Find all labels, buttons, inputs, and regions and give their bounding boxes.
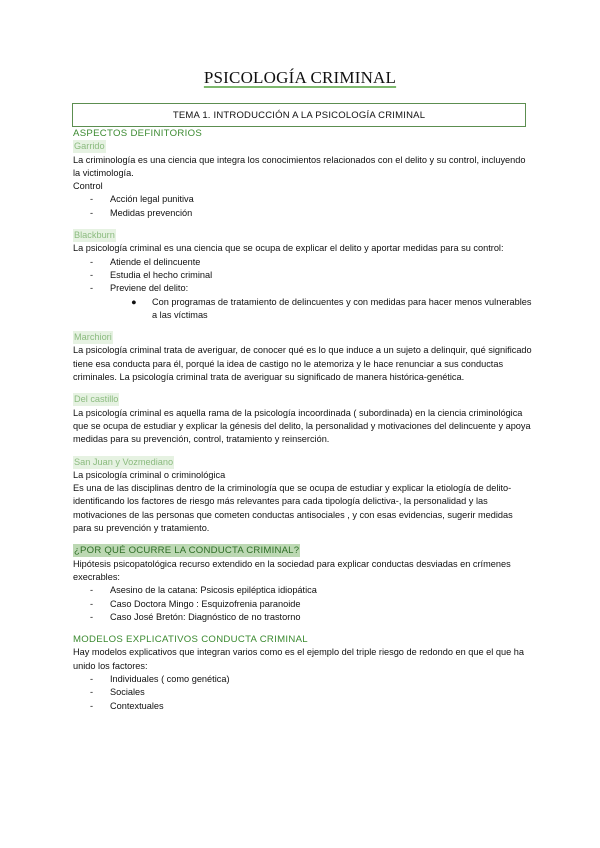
blackburn-list — [73, 256, 533, 296]
section3-text: Hay modelos explicativos que integran varios como es el ejemplo del triple riesgo de redondo en que el que ha unido los factores: — [73, 647, 524, 671]
author-delcastillo: Del castillo — [74, 394, 119, 405]
section3-list — [73, 673, 533, 713]
topic-box: TEMA 1. INTRODUCCIÓN A LA PSICOLOGÍA CRIMINAL — [72, 103, 526, 127]
sanjuan-subtitle: La psicología criminal o criminológica — [73, 469, 226, 480]
bullet-icon: ● — [131, 296, 137, 307]
garrido-text: La criminología es una ciencia que integra los conocimientos relacionados con el delito y su control, incluyendo la victimología. — [73, 154, 526, 178]
author-garrido: Garrido — [74, 141, 105, 152]
document-title-text: PSICOLOGÍA CRIMINAL — [203, 68, 397, 87]
author-sanjuan: San Juan y Vozmediano — [74, 456, 174, 467]
document-body — [73, 127, 533, 713]
garrido-list — [73, 193, 533, 220]
blackburn-text: La psicología criminal es una ciencia que se ocupa de explicar el delito y aportar medidas para su control: — [73, 243, 504, 254]
list-item: - Caso José Bretón: Diagnóstico de no trastorno — [73, 611, 533, 624]
section-heading-aspectos: ASPECTOS DEFINITORIOS — [73, 128, 203, 139]
list-item: - Contextuales — [73, 700, 533, 713]
marchiori-text: La psicología criminal trata de averiguar, de conocer qué es lo que induce a un sujeto a delinquir, qué significado tiene esa conducta para él, porqué la idea de castigo no le atemoriza y le hace renunciar a sus conductas criminales. La psicología criminal trata de averiguar su significado de manera histórica-genética. — [73, 345, 532, 383]
list-item — [73, 296, 533, 323]
section2-text: Hipótesis psicopatológica recurso extendido en la sociedad para explicar conductas desviadas en crímenes execrables: — [73, 558, 511, 582]
list-item: - Asesino de la catana: Psicosis epiléptica idiopática — [73, 584, 533, 597]
list-item: - Acción legal punitiva — [73, 193, 533, 206]
list-item: - Previene del delito: — [73, 282, 533, 295]
section-heading-por-que: ¿POR QUÉ OCURRE LA CONDUCTA CRIMINAL? — [74, 545, 300, 557]
list-item: - Caso Doctora Mingo : Esquizofrenia paranoide — [73, 598, 533, 611]
section2-list — [73, 584, 533, 624]
document-title — [0, 68, 600, 88]
delcastillo-text: La psicología criminal es aquella rama de la psicología incoordinada ( subordinada) en la ciencia criminológica que se ocupa de estudiar y explicar la génesis del delito, la personalidad y motivaciones del delincuente y apoya medidas para su prevención, control, tratamiento y reinserción. — [73, 407, 531, 445]
sanjuan-text: Es una de las disciplinas dentro de la criminología que se ocupa de estudiar y explicar la etiología de delito- identificando los factores de riesgo más relevantes para cada tipología delictiva-, la personalidad y las motivaciones de las personas que cometen conductas antisociales , y con esas evidencias, sugerir medidas para su prevención y tratamiento. — [73, 483, 513, 534]
section-heading-modelos: MODELOS EXPLICATIVOS CONDUCTA CRIMINAL — [73, 634, 308, 646]
list-item: - Estudia el hecho criminal — [73, 269, 533, 282]
sublist-item-text: Con programas de tratamiento de delincuentes y con medidas para hacer menos vulnerables a las víctimas — [152, 296, 532, 320]
author-blackburn: Blackburn — [74, 230, 115, 241]
author-marchiori: Marchiori — [74, 332, 112, 343]
list-item: - Medidas prevención — [73, 207, 533, 220]
list-item: - Atiende el delincuente — [73, 256, 533, 269]
list-item: - Sociales — [73, 686, 533, 699]
garrido-control-label: Control — [73, 181, 103, 192]
list-item: - Individuales ( como genética) — [73, 673, 533, 686]
blackburn-sublist — [73, 296, 533, 323]
